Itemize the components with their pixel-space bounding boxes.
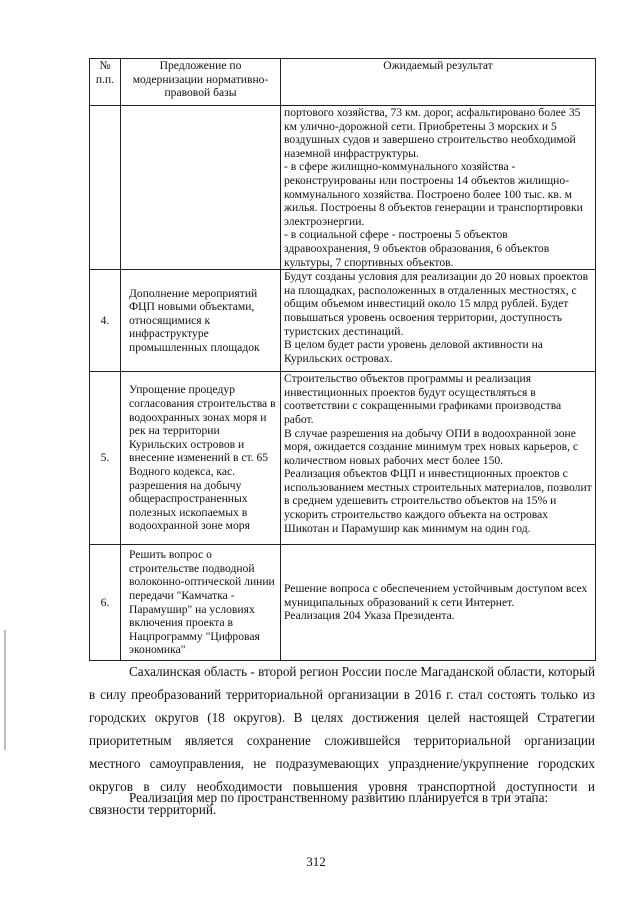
row-num bbox=[90, 106, 121, 270]
header-proposal: Предложение по модернизации нормативно-правовой базы bbox=[121, 59, 281, 106]
body-paragraph: Сахалинская область - второй регион России после Магаданской области, который в силу преобразований территориальной организации в 2016 г. стал состоять только из городских округов (18 округов). В целях достижения целей настоящей Стратегии приоритетным является сохранение сложившейся территориальной организации местного самоуправления, не подразумевающих упразднение/укрупнение городских округов в силу необходимости повышения уровня транспортной доступности и связности территорий. bbox=[89, 664, 595, 817]
proposals-table bbox=[89, 58, 596, 661]
row-proposal: Дополнение мероприятий ФЦП новыми объектами, относящимися к инфраструктуре промышленных площадок bbox=[121, 270, 281, 372]
row-proposal: Упрощение процедур согласования строительства в водоохранных зонах моря и рек на территории Курильских островов и внесение изменений в ст. 65 Водного кодекса, кас. разрешения на добычу общераспространенных полезных ископаемых в водоохранной зоне моря bbox=[121, 372, 281, 545]
table-row bbox=[90, 545, 596, 661]
table-row bbox=[90, 106, 596, 270]
page-number: 312 bbox=[306, 854, 326, 869]
row-result: Будут созданы условия для реализации до 20 новых проектов на площадках, расположенных в отдаленных местностях, с общим объемом инвестиций около 15 млрд рублей. Будет повышаться уровень освоения территории, доступность туристских дестинаций. В целом будет расти уровень деловой активности на Курильских островах. bbox=[281, 270, 596, 372]
row-result: портового хозяйства, 73 км. дорог, асфальтировано более 35 км улично-дорожной сети. Приобретены 3 морских и 5 воздушных судов и завершено строительство необходимой наземной инфраструктуры. - в сфере жилищно-коммунального хозяйства - реконструированы или построены 14 объектов жилищно-коммунального хозяйства. Построено более 100 тыс. кв. м жилья. Построены 8 объектов генерации и транспортировки электроэнергии. - в социальной сфере - построены 5 объектов здравоохранения, 9 объектов образования, 6 объектов культуры, 7 спортивных объектов. bbox=[281, 106, 596, 270]
scan-artifact bbox=[4, 630, 6, 750]
table-row bbox=[90, 270, 596, 372]
row-num: 4. bbox=[90, 270, 121, 372]
row-proposal bbox=[121, 106, 281, 270]
table-header-row bbox=[90, 59, 596, 106]
table-row bbox=[90, 372, 596, 545]
row-num: 5. bbox=[90, 372, 121, 545]
header-result: Ожидаемый результат bbox=[281, 59, 596, 106]
row-result: Решение вопроса с обеспечением устойчивым доступом всех муниципальных образований к сети Интернет. Реализация 204 Указа Президента. bbox=[281, 545, 596, 661]
row-proposal: Решить вопрос о строительстве подводной волоконно-оптической линии передачи "Камчатка - Парамушир" на условиях включения проекта в Нацпрограмму "Цифровая экономика" bbox=[121, 545, 281, 661]
body-paragraph: Реализация мер по пространственному развитию планируется в три этапа: bbox=[129, 790, 549, 805]
row-num: 6. bbox=[90, 545, 121, 661]
header-num: № п.п. bbox=[90, 59, 121, 106]
row-result: Строительство объектов программы и реализация инвестиционных проектов будут осуществляться в соответствии с сокращенными графиками производства работ. В случае разрешения на добычу ОПИ в водоохранной зоне моря, ожидается создание минимум трех новых карьеров, с количеством новых рабочих мест более 150. Реализация объектов ФЦП и инвестиционных проектов с использованием местных строительных материалов, позволит в среднем удешевить строительство объектов на 15% и ускорить строительство каждого объекта на островах Шикотан и Парамушир как минимум на один год. bbox=[281, 372, 596, 545]
